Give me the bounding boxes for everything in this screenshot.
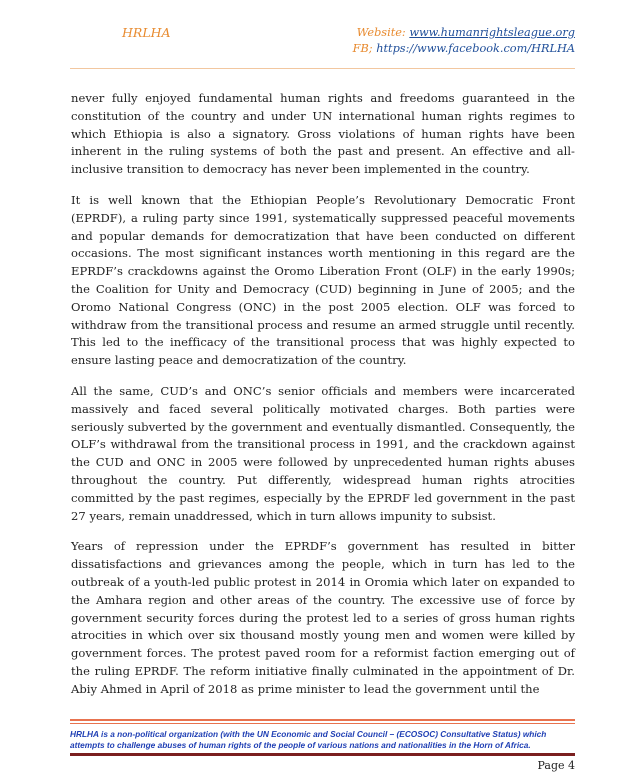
footer-note: HRLHA is a non-political organization (with the UN Economic and Social Council – (ECOSOC) Consultative Status) which attempts to challenge abuses of human rights of the people of various nations and nationalities in the Horn of Africa. [70, 729, 547, 750]
facebook-label: FB; [352, 42, 373, 55]
org-name: HRLHA [122, 25, 171, 40]
paragraph: Years of repression under the EPRDF’s government has resulted in bitter dissatisfactions and grievances among the people, which in turn has led to the outbreak of a youth-led public protest in 2014 in Oromia which later on expanded to the Amhara region and other areas of the country. The excessive use of force by government security forces during the protest led to a series of gross human rights atrocities in which over six thousand mostly young men and women were killed by government forces. The protest paved room for a reformist faction emerging out of the ruling EPRDF. The reform initiative finally culminated in the appointment of Dr. Abiy Ahmed in April of 2018 as prime minister to lead the government until the [71, 539, 575, 696]
website-link[interactable]: www.humanrightsleague.org [409, 26, 575, 39]
page-header [70, 22, 575, 70]
paragraph: never fully enjoyed fundamental human rights and freedoms guaranteed in the constitution of the country and under UN international human rights regimes to which Ethiopia is also a signatory. Gross violations of human rights have been inherent in the ruling systems of both the past and present. An effective and all-inclusive transition to democracy has never been implemented in the country. [71, 91, 575, 177]
website-label: Website: [356, 26, 406, 39]
paragraph: It is well known that the Ethiopian People’s Revolutionary Democratic Front (EPRDF), a ruling party since 1991, systematically suppressed peaceful movements and popular demands for democratization that have been conducted on different occasions. The most significant instances worth mentioning in this regard are the EPRDF’s crackdowns against the Oromo Liberation Front (OLF) in the early 1990s; the Coalition for Unity and Democracy (CUD) beginning in June of 2005; and the Oromo National Congress (ONC) in the post 2005 election. OLF was forced to withdraw from the transitional process and resume an armed struggle until recently. This led to the inefficacy of the transitional process that was highly expected to ensure lasting peace and democratization of the country. [71, 192, 575, 368]
footer-divider-thin [70, 723, 575, 724]
paragraph: All the same, CUD’s and ONC’s senior officials and members were incarcerated massively and faced several politically motivated charges. Both parties were seriously subverted by the government and eventually dismantled. Consequently, the OLF’s withdrawal from the transitional process in 1991, and the crackdown against the CUD and ONC in 2005 were followed by unprecedented human rights abuses throughout the country. Put differently, widespread human rights atrocities committed by the past regimes, especially by the EPRDF led government in the past 27 years, remain unaddressed, which in turn allows impunity to subsist. [71, 383, 575, 523]
page-number: Page 4 [537, 759, 575, 772]
website-line [353, 25, 575, 41]
header-divider [70, 68, 575, 69]
footer-bar [70, 753, 575, 756]
document-body [71, 90, 575, 712]
facebook-line [353, 41, 575, 57]
footer-divider [70, 719, 575, 721]
facebook-link[interactable]: https://www.facebook.com/HRLHA [376, 42, 575, 55]
header-links [353, 25, 575, 57]
